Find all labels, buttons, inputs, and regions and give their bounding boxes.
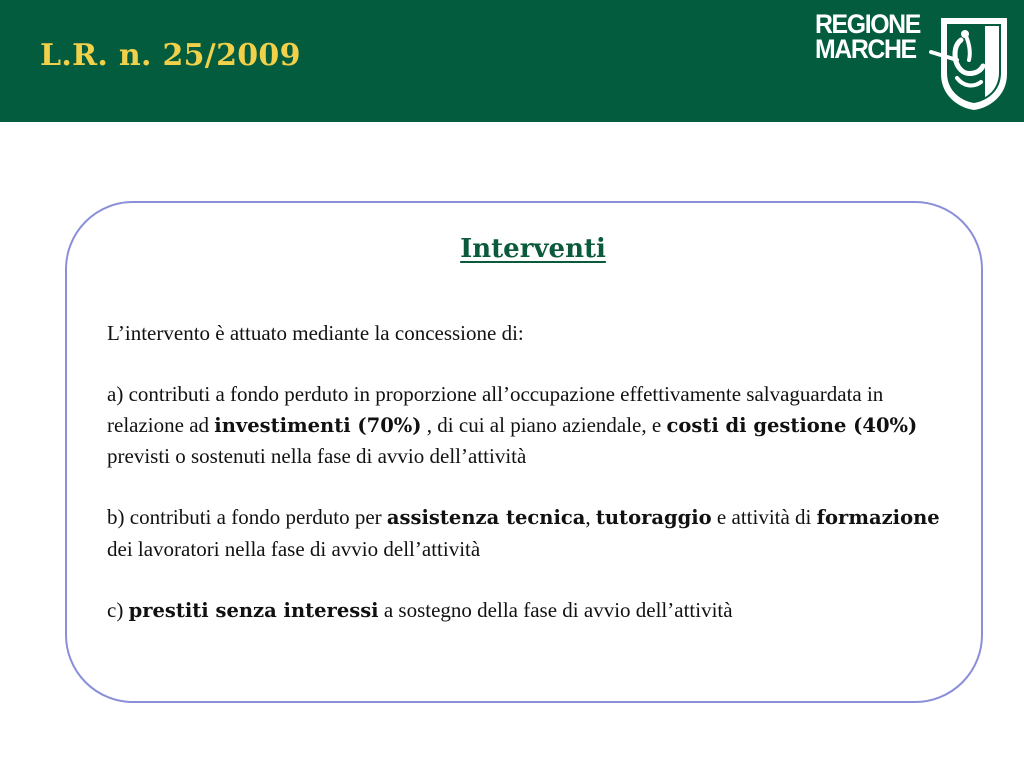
item-b-text-1: b) contributi a fondo perduto per	[107, 505, 387, 529]
section-title: Interventi	[460, 234, 606, 264]
item-b-bold-1: assistenza tecnica	[386, 506, 586, 529]
shield-emblem-icon	[927, 12, 1013, 112]
logo-line-1: REGIONE	[815, 9, 920, 39]
logo-wordmark	[815, 9, 920, 64]
regione-marche-logo	[815, 9, 1015, 112]
slide-title: L.R. n. 25/2009	[40, 38, 301, 73]
logo-line-2: MARCHE	[815, 34, 916, 64]
section-body	[107, 318, 957, 657]
item-a-text-1: a) contributi a fondo perduto in proporzione all’occupazione effettivamente salvaguardata in relazione ad	[107, 382, 884, 437]
item-b-text-4: dei lavoratori nella fase di avvio dell’attività	[107, 536, 481, 561]
item-c-text-1: c)	[107, 597, 129, 622]
header-bar	[0, 0, 1024, 122]
item-a-text-3: previsti o sostenuti nella fase di avvio dell’attività	[107, 444, 527, 468]
item-b-text-2: ,	[585, 505, 596, 529]
intro-paragraph: L’intervento è attuato mediante la concessione di:	[107, 321, 524, 345]
item-c-text-2: a sostegno della fase di avvio dell’attività	[378, 597, 733, 622]
item-b-bold-2: tutoraggio	[595, 506, 712, 529]
item-c-bold-1: prestiti senza interessi	[128, 598, 379, 622]
item-a-text-2: , di cui al piano aziendale, e	[421, 412, 667, 437]
item-b-text-3: e attività di	[711, 505, 817, 529]
item-b-bold-3: formazione	[816, 506, 940, 529]
item-b-paragraph	[107, 502, 957, 564]
item-c-paragraph	[107, 595, 957, 627]
item-a-paragraph	[107, 379, 957, 472]
item-a-bold-1: investimenti (70%)	[214, 413, 422, 437]
item-a-bold-2: costi di gestione (40%)	[666, 413, 918, 437]
